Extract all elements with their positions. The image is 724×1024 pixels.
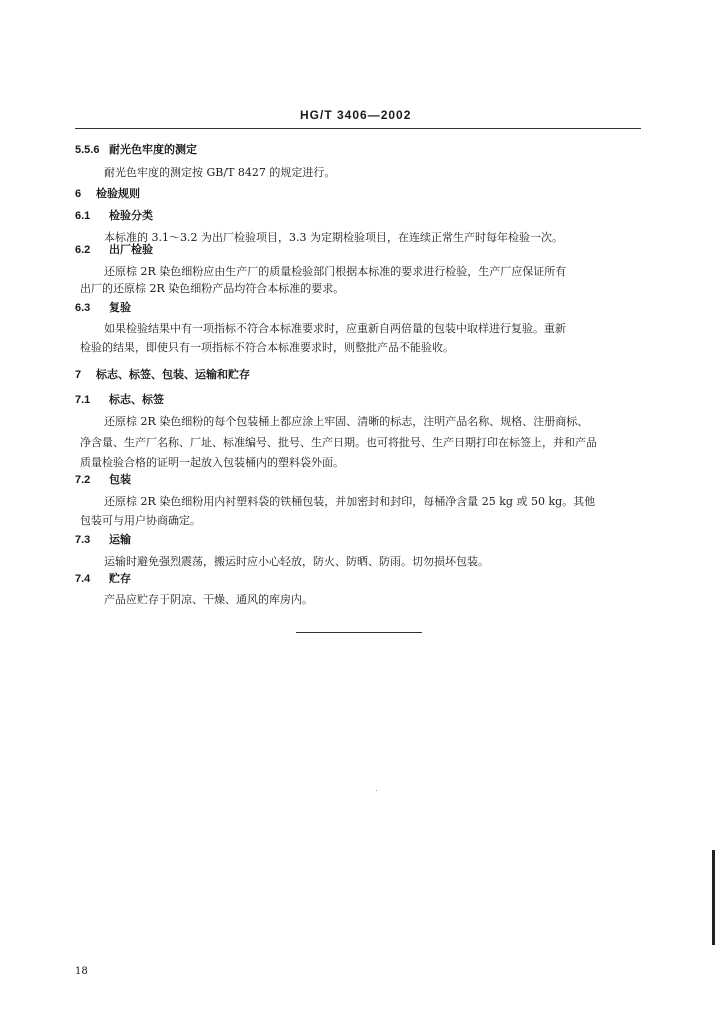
heading-7 [75, 366, 250, 382]
paragraph-7-4-line-1: 产品应贮存于阴凉、干燥、通风的库房内。 [104, 593, 313, 606]
heading-number: 7.4 [75, 573, 91, 585]
heading-5-5-6 [75, 141, 197, 157]
heading-7-3 [75, 531, 131, 547]
heading-title: 包装 [109, 474, 131, 486]
paragraph-7-1-line-3: 质量检验合格的证明一起放入包装桶内的塑料袋外面。 [80, 456, 344, 469]
paragraph-6-2-line-1: 还原棕 2R 染色细粉应由生产厂的质量检验部门根据本标准的要求进行检验，生产厂应保证所有 [104, 265, 567, 278]
paragraph-7-1-line-2: 净含量、生产厂名称、厂址、标准编号、批号、生产日期。也可将批号、生产日期打印在标签上，并和产品 [80, 436, 597, 449]
scan-speck [376, 790, 377, 791]
heading-number: 6.2 [75, 244, 91, 256]
paragraph-6-3-line-2: 检验的结果，即使只有一项指标不符合本标准要求时，则整批产品不能验收。 [80, 341, 454, 354]
heading-number: 7 [75, 369, 82, 381]
heading-number: 6.3 [75, 302, 91, 314]
heading-number: 6.1 [75, 210, 91, 222]
heading-7-4 [75, 570, 131, 586]
paragraph-7-3-line-1: 运输时避免强烈震荡，搬运时应小心轻放，防火、防晒、防雨。切勿损坏包装。 [104, 555, 489, 568]
heading-title: 检验规则 [96, 188, 140, 200]
heading-number: 7.2 [75, 474, 91, 486]
heading-number: 7.1 [75, 394, 91, 406]
heading-title: 复验 [109, 302, 131, 314]
header-divider [75, 128, 641, 129]
paragraph-5-5-6-line-1: 耐光色牢度的测定按 GB/T 8427 的规定进行。 [104, 166, 336, 179]
heading-7-2 [75, 471, 131, 487]
heading-title: 检验分类 [109, 210, 153, 222]
heading-number: 5.5.6 [75, 144, 100, 156]
paragraph-6-1-line-1: 本标准的 3.1～3.2 为出厂检验项目，3.3 为定期检验项目，在连续正常生产时每年检验一次。 [104, 231, 563, 244]
paragraph-7-1-line-1: 还原棕 2R 染色细粉的每个包装桶上都应涂上牢固、清晰的标志，注明产品名称、规格、注册商标、 [104, 415, 589, 428]
page-number: 18 [75, 966, 88, 977]
standard-code: HG/T 3406—2002 [300, 108, 412, 122]
heading-6 [75, 185, 140, 201]
heading-title: 运输 [109, 534, 131, 546]
heading-6-2 [75, 241, 153, 257]
end-divider [296, 632, 422, 633]
paragraph-7-2-line-2: 包装可与用户协商确定。 [80, 514, 201, 527]
heading-7-1 [75, 391, 164, 407]
paragraph-6-2-line-2: 出厂的还原棕 2R 染色细粉产品均符合本标准的要求。 [80, 282, 345, 295]
heading-title: 耐光色牢度的测定 [109, 144, 197, 156]
heading-number: 6 [75, 188, 82, 200]
heading-6-3 [75, 299, 131, 315]
heading-title: 出厂检验 [109, 244, 153, 256]
paragraph-7-2-line-1: 还原棕 2R 染色细粉用内衬塑料袋的铁桶包装，并加密封和封印，每桶净含量 25 kg 或 50 kg。其他 [104, 495, 596, 508]
heading-title: 标志、标签 [109, 394, 164, 406]
heading-number: 7.3 [75, 534, 91, 546]
paragraph-6-3-line-1: 如果检验结果中有一项指标不符合本标准要求时，应重新自两倍量的包装中取样进行复验。重新 [104, 322, 566, 335]
heading-title: 贮存 [109, 573, 131, 585]
scan-edge-mark [712, 850, 715, 945]
heading-title: 标志、标签、包装、运输和贮存 [96, 369, 250, 381]
heading-6-1 [75, 207, 153, 223]
